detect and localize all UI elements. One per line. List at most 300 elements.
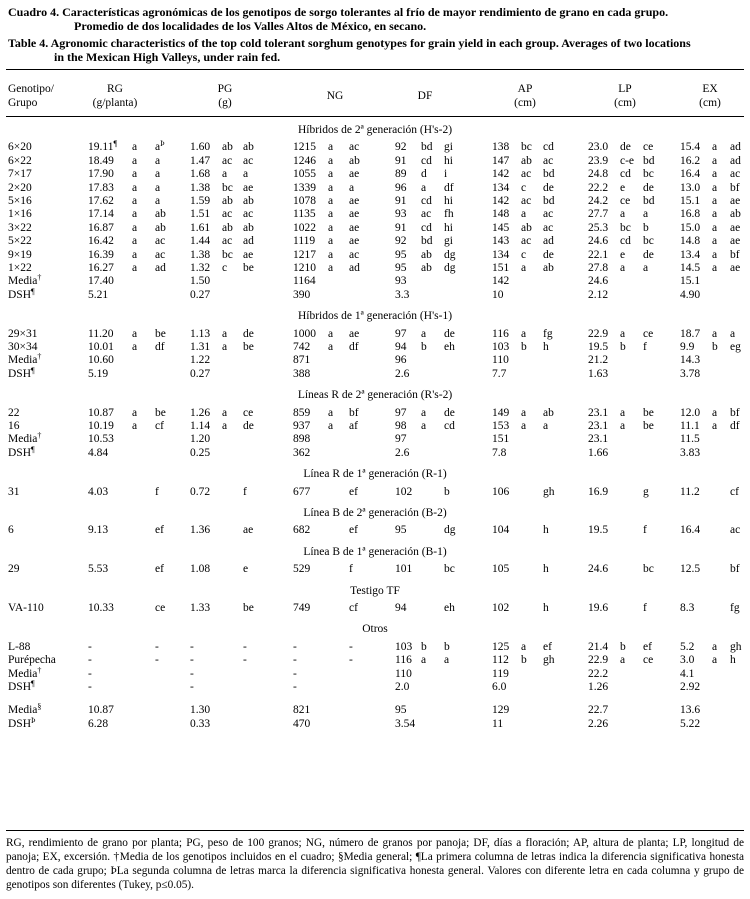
letters-general-pg: ad bbox=[243, 235, 254, 248]
group-title: Otros bbox=[362, 623, 388, 636]
letters-general-rg: df bbox=[155, 341, 165, 353]
letters-general-lp: g bbox=[643, 485, 649, 498]
letters-group-lp: a bbox=[620, 406, 626, 419]
media-value-pg: 1.50 bbox=[190, 275, 211, 288]
media-label: Media† bbox=[8, 352, 42, 367]
value-ng: 682 bbox=[293, 524, 311, 537]
value-ng: 529 bbox=[293, 563, 311, 576]
letters-group-df: a bbox=[421, 327, 427, 340]
letters-general-rg: a bbox=[155, 168, 161, 181]
letters-general-ap: ab bbox=[543, 406, 554, 419]
dsh-value-ex: 4.90 bbox=[680, 288, 701, 301]
value-ap: 145 bbox=[492, 221, 510, 234]
header-rule bbox=[6, 116, 744, 117]
letters-general-lp: a bbox=[643, 262, 649, 274]
letters-group-rg: a bbox=[132, 221, 138, 234]
group-title: Híbridos de 2ª generación (H's-2) bbox=[297, 124, 453, 136]
value-pg: 1.61 bbox=[190, 221, 211, 234]
value-rg: 17.90 bbox=[88, 168, 114, 181]
letters-group-rg: a bbox=[132, 195, 138, 207]
caption-english bbox=[8, 36, 744, 64]
letters-group-df: b bbox=[421, 640, 427, 653]
value-pg: 1.14 bbox=[190, 420, 211, 432]
letters-general-ap: fg bbox=[543, 327, 553, 340]
value-df: 95 bbox=[395, 524, 407, 537]
letters-general-ng: ae bbox=[349, 221, 360, 234]
value-rg: 16.42 bbox=[88, 235, 114, 248]
letters-group-df: a bbox=[421, 406, 427, 419]
value-lp: 22.9 bbox=[588, 654, 609, 667]
media-value-ex: 11.5 bbox=[680, 433, 700, 446]
letters-group-df: cd bbox=[421, 154, 432, 167]
letters-group-df: bd bbox=[421, 235, 433, 248]
genotype-label: 5×16 bbox=[8, 195, 32, 207]
letters-general-ng: ae bbox=[349, 235, 360, 248]
group-title: Híbridos de 1ª generación (H's-1) bbox=[297, 310, 453, 323]
header-ap-line-2: (cm) bbox=[514, 97, 536, 109]
media-value-pg: - bbox=[190, 667, 194, 680]
letters-group-df: ab bbox=[421, 248, 432, 261]
letters-general-pg: e bbox=[243, 563, 249, 576]
value-rg: 18.49 bbox=[88, 154, 114, 167]
letters-general-df: gi bbox=[444, 235, 453, 248]
value-ng: 1210 bbox=[293, 262, 316, 274]
letters-group-rg: a bbox=[132, 341, 138, 353]
letters-group-lp: a bbox=[620, 654, 626, 667]
letters-general-pg: ae bbox=[243, 248, 254, 261]
letters-group-ap: c bbox=[521, 248, 527, 261]
value-ng: 1000 bbox=[293, 327, 316, 340]
media-value-df: 97 bbox=[395, 433, 407, 446]
genotype-label: 22 bbox=[8, 406, 20, 419]
header-df-line-1: DF bbox=[417, 90, 433, 102]
value-df: 101 bbox=[395, 563, 413, 576]
value-df: 94 bbox=[395, 602, 407, 614]
value-ex: 13.4 bbox=[680, 248, 701, 261]
letters-group-df: ac bbox=[421, 208, 432, 221]
letters-general-ex: ac bbox=[730, 524, 741, 537]
letters-general-df: eh bbox=[444, 602, 455, 614]
dsh-value-ap: 7.8 bbox=[492, 446, 507, 459]
value-ap: 116 bbox=[492, 327, 509, 340]
letters-general-ex: ad bbox=[730, 141, 741, 154]
letters-general-df: bc bbox=[444, 563, 455, 576]
letters-general-df: dg bbox=[444, 524, 456, 537]
value-rg: 10.01 bbox=[88, 341, 114, 353]
letters-group-ng: a bbox=[328, 208, 334, 221]
value-pg: 1.38 bbox=[190, 181, 211, 194]
letters-group-ex: a bbox=[712, 208, 718, 221]
caption-en-line-1: Table 4. Agronomic characteristics of the top cold tolerant sorghum genotypes for grain yield in each group. Averages of two locations bbox=[8, 36, 691, 50]
dsh-value-ex: 3.78 bbox=[680, 367, 701, 380]
letters-group-pg: bc bbox=[222, 248, 233, 261]
dsh-value-ex: 5.22 bbox=[680, 717, 701, 730]
value-ex: 11.1 bbox=[680, 420, 700, 432]
value-rg: 10.87 bbox=[88, 406, 114, 419]
media-value-rg: - bbox=[88, 667, 92, 680]
letters-general-ex: bf bbox=[730, 181, 740, 194]
value-ex: 5.2 bbox=[680, 640, 695, 653]
value-rg: 16.27 bbox=[88, 262, 114, 274]
dsh-value-ap: 7.7 bbox=[492, 367, 507, 380]
group-title: Testigo TF bbox=[350, 584, 400, 597]
value-ap: 102 bbox=[492, 602, 510, 614]
letters-general-df: hi bbox=[444, 221, 453, 234]
group-title: Línea B de 2ª generación (B-2) bbox=[303, 507, 447, 519]
dsh-value-ex: 3.83 bbox=[680, 446, 701, 459]
letters-group-ex: a bbox=[712, 262, 718, 274]
media-value-lp: 23.1 bbox=[588, 433, 609, 446]
letters-general-ap: gh bbox=[543, 485, 555, 498]
value-lp: 19.5 bbox=[588, 341, 609, 353]
letters-general-ap: ef bbox=[543, 640, 552, 653]
letters-general-rg: - bbox=[155, 640, 159, 653]
letters-group-ex: a bbox=[712, 327, 718, 340]
letters-group-ap: ab bbox=[521, 154, 532, 167]
letters-general-ex: eg bbox=[730, 341, 741, 353]
letters-general-ex: ac bbox=[730, 168, 741, 181]
value-ex: 16.4 bbox=[680, 168, 701, 181]
value-ap: 147 bbox=[492, 154, 510, 167]
header-ex-line-2: (cm) bbox=[699, 97, 721, 109]
media-value-ap: 129 bbox=[492, 704, 510, 717]
value-lp: 25.3 bbox=[588, 221, 609, 234]
dsh-value-ng: - bbox=[293, 681, 297, 693]
group-title: Línea B de 1ª generación (B-1) bbox=[303, 545, 447, 558]
letters-general-ex: ae bbox=[730, 195, 741, 207]
letters-general-df: b bbox=[444, 640, 450, 653]
genotype-label: 6×22 bbox=[8, 154, 32, 167]
letters-general-ex: ae bbox=[730, 235, 741, 248]
dsh-label: DSH¶ bbox=[8, 365, 35, 380]
letters-general-lp: be bbox=[643, 420, 654, 432]
value-ex: 15.1 bbox=[680, 195, 701, 207]
letters-general-ng: f bbox=[349, 563, 353, 576]
letters-group-pg: ab bbox=[222, 195, 233, 207]
header-ap-line-1: AP bbox=[517, 83, 533, 95]
dsh-label: $DSH^Þ$ bbox=[8, 715, 36, 730]
value-ex: 14.5 bbox=[680, 262, 701, 274]
letters-group-ex: a bbox=[712, 181, 718, 194]
value-pg: 1.44 bbox=[190, 235, 211, 248]
letters-general-ap: de bbox=[543, 248, 554, 261]
media-value-df: 96 bbox=[395, 354, 407, 367]
value-ap: 134 bbox=[492, 248, 510, 261]
dsh-value-pg: 0.25 bbox=[190, 446, 211, 459]
value-df: 97 bbox=[395, 406, 407, 419]
value-ap: 153 bbox=[492, 420, 510, 432]
letters-general-lp: de bbox=[643, 181, 654, 194]
letters-general-ng: ae bbox=[349, 208, 360, 221]
letters-general-ap: bd bbox=[543, 195, 555, 207]
letters-general-ng: ae bbox=[349, 327, 360, 340]
letters-general-rg: ac bbox=[155, 235, 166, 248]
letters-general-df: gi bbox=[444, 141, 453, 154]
letters-group-pg: a bbox=[222, 406, 228, 419]
value-lp: 16.9 bbox=[588, 485, 609, 498]
letters-group-ng: a bbox=[328, 221, 334, 234]
letters-group-lp: a bbox=[620, 208, 626, 221]
value-pg: 1.13 bbox=[190, 327, 211, 340]
value-rg: 16.87 bbox=[88, 221, 114, 234]
media-value-ng: 1164 bbox=[293, 275, 316, 288]
letters-general-rg: - bbox=[155, 654, 159, 667]
letters-general-lp: ef bbox=[643, 640, 652, 653]
letters-general-lp: a bbox=[643, 208, 649, 221]
letters-group-lp: cd bbox=[620, 235, 631, 248]
value-pg: 1.08 bbox=[190, 563, 211, 576]
value-rg: 10.33 bbox=[88, 602, 114, 614]
letters-general-rg: a bbox=[155, 195, 161, 207]
letters-general-rg: cf bbox=[155, 420, 164, 432]
letters-general-ap: h bbox=[543, 563, 549, 576]
value-ng: 1055 bbox=[293, 168, 316, 181]
letters-group-ng: a bbox=[328, 141, 334, 154]
dsh-value-df: 2.6 bbox=[395, 446, 410, 459]
dsh-value-ap: 11 bbox=[492, 717, 504, 730]
value-df: 93 bbox=[395, 208, 407, 221]
letters-general-lp: ce bbox=[643, 654, 654, 667]
value-rg: 11.20 bbox=[88, 327, 114, 340]
value-pg: 1.31 bbox=[190, 341, 211, 353]
value-rg: - bbox=[88, 640, 92, 653]
value-df: 97 bbox=[395, 327, 407, 340]
header-genotipo-line-1: Genotipo/ bbox=[8, 83, 54, 95]
letters-group-ex: a bbox=[712, 235, 718, 248]
letters-group-lp: e bbox=[620, 248, 626, 261]
letters-group-lp: a bbox=[620, 327, 626, 340]
dsh-label: DSH¶ bbox=[8, 679, 35, 693]
letters-group-ap: c bbox=[521, 181, 527, 194]
letters-group-pg: bc bbox=[222, 181, 233, 194]
value-lp: 23.0 bbox=[588, 141, 609, 154]
value-pg: 1.32 bbox=[190, 262, 211, 274]
value-ap: 143 bbox=[492, 235, 510, 248]
letters-general-ng: ae bbox=[349, 168, 360, 181]
letters-general-rg: a bbox=[155, 181, 161, 194]
media-value-pg: 1.22 bbox=[190, 354, 211, 367]
letters-general-ng: bf bbox=[349, 406, 359, 419]
letters-group-rg: a bbox=[132, 235, 138, 248]
letters-general-pg: de bbox=[243, 327, 254, 340]
letters-general-rg: $a^Þ$ bbox=[155, 139, 165, 154]
header-genotipo-line-2: Grupo bbox=[8, 97, 38, 109]
media-value-lp: 21.2 bbox=[588, 354, 609, 367]
value-ng: 1022 bbox=[293, 221, 316, 234]
value-df: 116 bbox=[395, 654, 412, 667]
letters-general-pg: de bbox=[243, 420, 254, 432]
value-ap: 125 bbox=[492, 640, 510, 653]
value-lp: 19.5 bbox=[588, 524, 609, 537]
value-ex: 15.0 bbox=[680, 221, 701, 234]
value-ap: 112 bbox=[492, 654, 509, 667]
dsh-value-rg: 5.19 bbox=[88, 367, 109, 380]
media-value-lp: 24.6 bbox=[588, 275, 609, 288]
genotype-label: 3×22 bbox=[8, 221, 32, 234]
value-ng: 1135 bbox=[293, 208, 316, 221]
media-value-ng: - bbox=[293, 667, 297, 680]
letters-group-lp: c-e bbox=[620, 154, 635, 167]
media-label: Media§ bbox=[8, 702, 42, 717]
dsh-value-ap: 6.0 bbox=[492, 681, 507, 693]
letters-general-df: df bbox=[444, 181, 454, 194]
letters-group-pg: ac bbox=[222, 235, 233, 248]
letters-group-lp: cd bbox=[620, 168, 631, 181]
media-value-ap: 110 bbox=[492, 354, 509, 367]
media-value-ex: 14.3 bbox=[680, 354, 701, 367]
media-value-rg: 10.60 bbox=[88, 354, 114, 367]
letters-group-ng: a bbox=[328, 327, 334, 340]
genotype-label: 2×20 bbox=[8, 181, 32, 194]
value-pg: 1.51 bbox=[190, 208, 211, 221]
letters-general-ex: fg bbox=[730, 602, 740, 614]
letters-group-ng: a bbox=[328, 262, 334, 274]
letters-general-ap: ab bbox=[543, 262, 554, 274]
letters-general-rg: be bbox=[155, 406, 166, 419]
media-value-rg: 10.87 bbox=[88, 704, 114, 717]
letters-group-ap: ab bbox=[521, 221, 532, 234]
letters-group-ap: a bbox=[521, 208, 527, 221]
dsh-value-df: 3.3 bbox=[395, 288, 410, 301]
letters-group-ap: b bbox=[521, 341, 527, 353]
letters-group-pg: ac bbox=[222, 154, 233, 167]
value-ex: 3.0 bbox=[680, 654, 695, 667]
letters-general-pg: ae bbox=[243, 181, 254, 194]
letters-general-ex: cf bbox=[730, 485, 739, 498]
letters-group-ng: a bbox=[328, 341, 334, 353]
letters-general-rg: ab bbox=[155, 208, 166, 221]
value-ng: 677 bbox=[293, 485, 311, 498]
letters-general-ap: a bbox=[543, 420, 549, 432]
letters-general-pg: be bbox=[243, 602, 254, 614]
letters-general-lp: bd bbox=[643, 154, 655, 167]
letters-general-df: a bbox=[444, 654, 450, 667]
letters-general-ng: ac bbox=[349, 141, 360, 154]
letters-group-pg: ac bbox=[222, 208, 233, 221]
letters-general-pg: ae bbox=[243, 524, 254, 537]
letters-group-pg: a bbox=[222, 327, 228, 340]
value-lp: 24.6 bbox=[588, 563, 609, 576]
letters-group-ng: a bbox=[328, 248, 334, 261]
value-lp: 23.1 bbox=[588, 420, 609, 432]
media-value-ap: 119 bbox=[492, 667, 509, 680]
value-ex: 9.9 bbox=[680, 341, 695, 353]
value-df: 91 bbox=[395, 195, 407, 207]
value-rg: 17.14 bbox=[88, 208, 114, 221]
letters-group-ap: ac bbox=[521, 195, 532, 207]
media-value-ng: 821 bbox=[293, 704, 311, 717]
letters-general-pg: ac bbox=[243, 208, 254, 221]
media-value-ex: 15.1 bbox=[680, 275, 701, 288]
letters-general-rg: ad bbox=[155, 262, 166, 274]
letters-general-df: fh bbox=[444, 208, 454, 221]
header-pg-line-1: PG bbox=[217, 83, 233, 95]
value-ex: 13.0 bbox=[680, 181, 701, 194]
letters-general-ex: ab bbox=[730, 208, 741, 221]
letters-general-lp: f bbox=[643, 341, 647, 353]
value-df: 91 bbox=[395, 221, 407, 234]
dsh-value-lp: 1.63 bbox=[588, 367, 609, 380]
letters-general-pg: ab bbox=[243, 195, 254, 207]
letters-group-pg: a bbox=[222, 341, 228, 353]
media-value-pg: 1.20 bbox=[190, 433, 211, 446]
letters-general-rg: ac bbox=[155, 248, 166, 261]
letters-general-ng: ad bbox=[349, 262, 360, 274]
letters-general-df: dg bbox=[444, 262, 456, 274]
letters-general-ex: gh bbox=[730, 640, 742, 653]
value-rg: 17.62 bbox=[88, 195, 114, 207]
letters-general-lp: bc bbox=[643, 168, 654, 181]
letters-group-ex: a bbox=[712, 195, 718, 207]
letters-general-rg: ce bbox=[155, 602, 166, 614]
value-ap: 106 bbox=[492, 485, 510, 498]
letters-group-ex: a bbox=[712, 248, 718, 261]
value-pg: 1.33 bbox=[190, 602, 211, 614]
value-ex: 8.3 bbox=[680, 602, 695, 614]
value-df: 96 bbox=[395, 181, 407, 194]
value-lp: 19.6 bbox=[588, 602, 609, 614]
letters-general-lp: f bbox=[643, 524, 647, 537]
value-ng: - bbox=[293, 640, 297, 653]
caption-es-line-1: Cuadro 4. Características agronómicas de los genotipos de sorgo tolerantes al frío de mayor rendimiento de grano en cada grupo. bbox=[8, 5, 669, 19]
dsh-value-pg: 0.27 bbox=[190, 367, 211, 380]
letters-group-ap: a bbox=[521, 640, 527, 653]
letters-general-ng: - bbox=[349, 640, 353, 653]
letters-group-ng: a bbox=[328, 181, 334, 194]
letters-group-lp: b bbox=[620, 341, 626, 353]
value-df: 103 bbox=[395, 640, 413, 653]
letters-general-rg: ef bbox=[155, 524, 164, 537]
genotype-label: 1×22 bbox=[8, 262, 32, 274]
genotype-label: 1×16 bbox=[8, 208, 32, 221]
value-ng: 1217 bbox=[293, 248, 316, 261]
value-ap: 151 bbox=[492, 262, 510, 274]
letters-group-df: a bbox=[421, 420, 427, 432]
letters-group-ap: b bbox=[521, 654, 527, 667]
value-ex: 12.5 bbox=[680, 563, 701, 576]
letters-general-ex: ae bbox=[730, 262, 741, 274]
dsh-value-ex: 2.92 bbox=[680, 681, 701, 693]
letters-general-pg: be bbox=[243, 262, 254, 274]
genotype-label: 5×22 bbox=[8, 235, 32, 248]
letters-group-rg: a bbox=[132, 208, 138, 221]
genotype-label: 16 bbox=[8, 420, 20, 432]
dsh-value-df: 3.54 bbox=[395, 717, 416, 730]
letters-group-lp: ce bbox=[620, 195, 631, 207]
genotype-label: 31 bbox=[8, 485, 20, 498]
letters-group-rg: a bbox=[132, 181, 138, 194]
letters-general-lp: bd bbox=[643, 195, 655, 207]
genotype-label: 6 bbox=[8, 524, 14, 537]
letters-general-df: dg bbox=[444, 248, 456, 261]
media-value-rg: 10.53 bbox=[88, 433, 114, 446]
caption-spanish bbox=[8, 5, 744, 33]
letters-general-df: b bbox=[444, 485, 450, 498]
letters-group-ng: a bbox=[328, 420, 334, 432]
value-ap: 103 bbox=[492, 341, 510, 353]
dsh-value-df: 2.6 bbox=[395, 367, 410, 380]
dsh-value-pg: - bbox=[190, 681, 194, 693]
value-ng: 742 bbox=[293, 341, 311, 353]
media-label: Media† bbox=[8, 665, 42, 680]
media-value-df: 95 bbox=[395, 704, 407, 717]
header-rg-line-2: (g/planta) bbox=[92, 97, 138, 109]
letters-general-pg: be bbox=[243, 341, 254, 353]
media-label: Media† bbox=[8, 273, 42, 288]
value-rg: 9.13 bbox=[88, 524, 109, 537]
letters-group-rg: a bbox=[132, 141, 138, 154]
top-rule bbox=[6, 69, 744, 70]
